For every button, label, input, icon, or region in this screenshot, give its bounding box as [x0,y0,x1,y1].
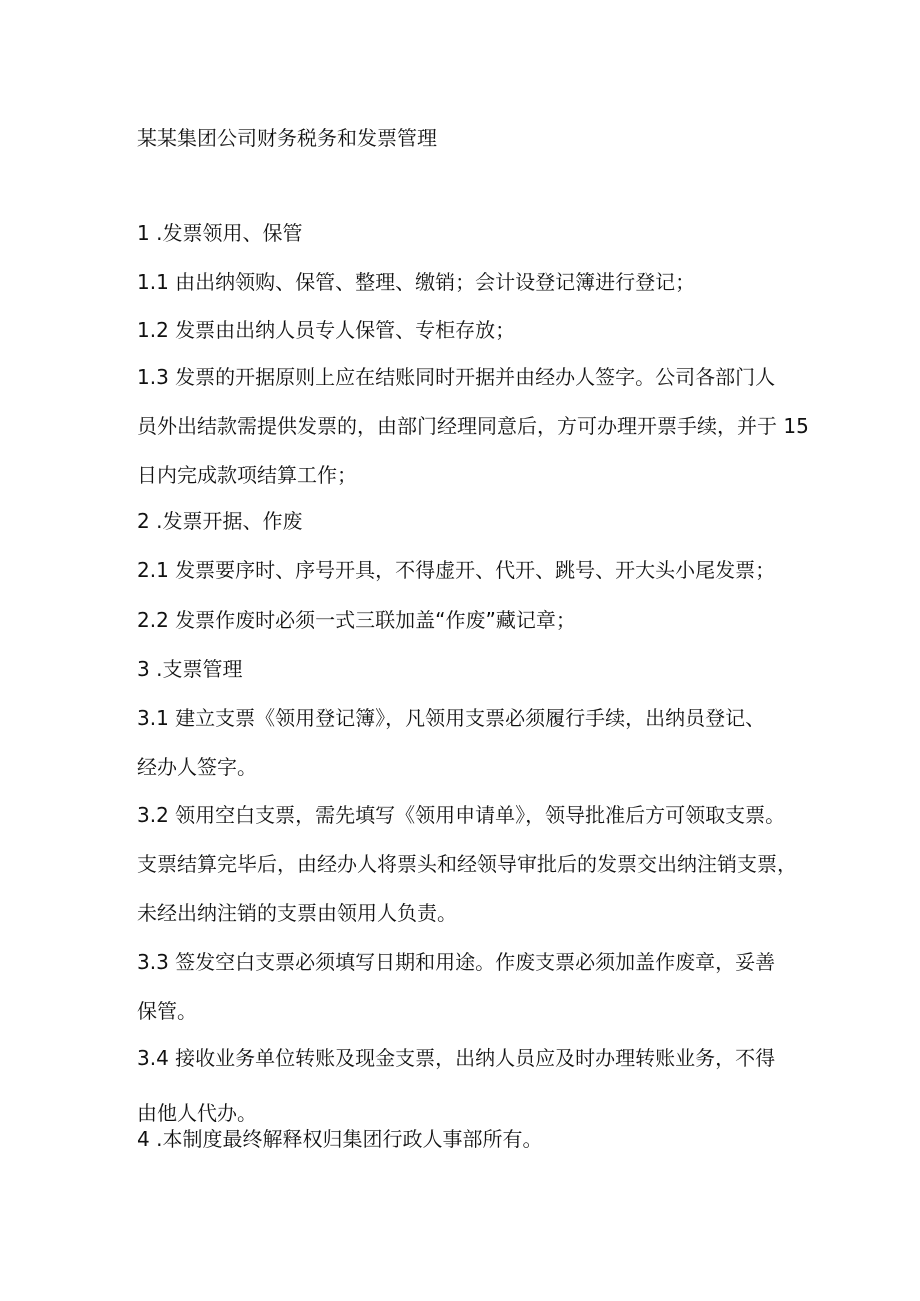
text-line: 由他人代办。 [137,1101,257,1125]
text-line: 3 .支票管理 [137,657,243,681]
text-line: 支票结算完毕后，由经办人将票头和经领导审批后的发票交出纳注销支票， [137,852,797,876]
text-line: 日内完成款项结算工作； [137,463,357,487]
text-line: 3.2 领用空白支票，需先填写《领用申请单》，领导批准后方可领取支票。 [137,803,786,827]
paragraph-1-2 [137,306,797,355]
paragraph-3-1 [137,694,797,792]
text-line: 员外出结款需提供发票的，由部门经理同意后，方可办理开票手续，并于 15 [137,414,809,438]
text-line: 2.1 发票要序时、序号开具，不得虚开、代开、跳号、开大头小尾发票； [137,558,776,582]
text-line: 2.2 发票作废时必须一式三联加盖“作废”藏记章； [137,608,576,632]
paragraph-1-1 [137,258,797,307]
text-line: 3.3 签发空白支票必须填写日期和用途。作废支票必须加盖作废章，妥善 [137,950,776,974]
text-line: 2 .发票开据、作废 [137,509,303,533]
paragraph-3-3 [137,938,797,1036]
paragraph-3-2 [137,791,797,938]
paragraph-2-2 [137,596,797,645]
section-4-heading [137,1115,797,1164]
text-line: 未经出纳注销的支票由领用人负责。 [137,901,457,925]
text-line: 4 .本制度最终解释权归集团行政人事部所有。 [137,1127,543,1151]
section-2-heading [137,497,797,546]
text-line: 1.1 由出纳领购、保管、整理、缴销；会计设登记簿进行登记； [137,270,696,294]
text-line: 1.3 发票的开据原则上应在结账同时开据并由经办人签字。公司各部门人 [137,365,776,389]
text-line: 1 .发票领用、保管 [137,221,303,245]
paragraph-1-3 [137,353,809,500]
section-3-heading [137,645,797,694]
text-line: 保管。 [137,999,197,1023]
document-title: 某某集团公司财务税务和发票管理 [137,126,437,150]
section-1-heading [137,209,797,258]
text-line: 经办人签字。 [137,755,257,779]
paragraph-2-1 [137,546,797,595]
text-line: 1.2 发票由出纳人员专人保管、专柜存放； [137,318,516,342]
text-line: 3.1 建立支票《领用登记簿》，凡领用支票必须履行手续，出纳员登记、 [137,706,766,730]
text-line: 3.4 接收业务单位转账及现金支票，出纳人员应及时办理转账业务，不得 [137,1046,776,1070]
